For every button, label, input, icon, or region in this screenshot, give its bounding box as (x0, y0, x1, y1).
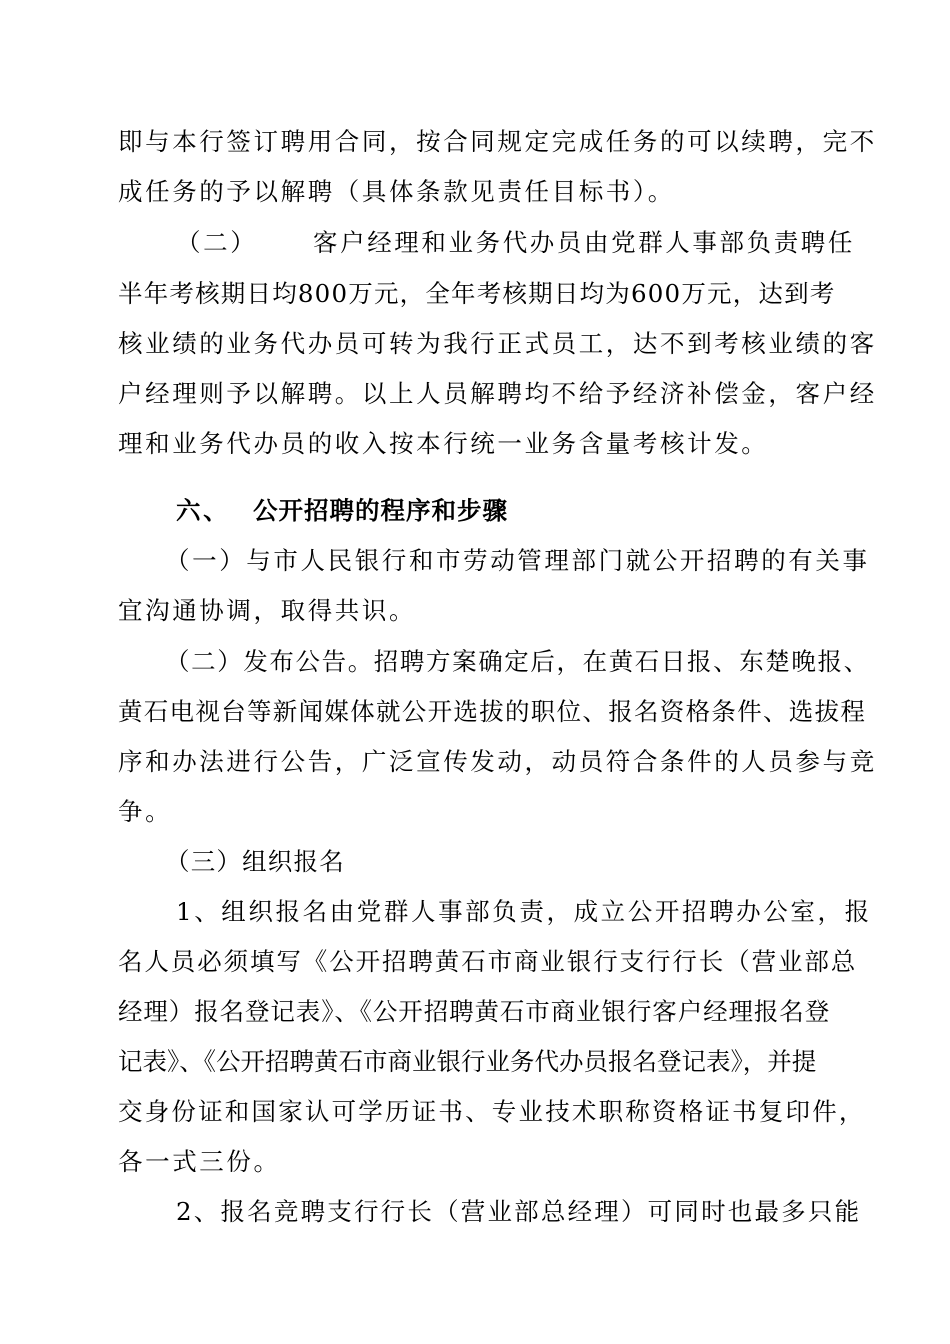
text-line: （一）与市人民银行和市劳动管理部门就公开招聘的有关事 (165, 546, 870, 575)
text-line: 各一式三份。 (118, 1147, 281, 1176)
text-line: （二）发布公告。招聘方案确定后，在黄石日报、东楚晚报、 (165, 647, 870, 676)
text-line: 宜沟通协调，取得共识。 (118, 596, 417, 625)
text-line: 理和业务代办员的收入按本行统一业务含量考核计发。 (118, 429, 769, 458)
text-line: 1、组织报名由党群人事部负责，成立公开招聘办公室，报 (176, 897, 872, 926)
text-line: 记表》、《公开招聘黄石市商业银行业务代办员报名登记表》，并提 (118, 1047, 817, 1076)
text-line: 经理）报名登记表》、《公开招聘黄石市商业银行客户经理报名登 (118, 997, 831, 1026)
section-number: 六、 (176, 496, 231, 525)
text-line: 黄石电视台等新闻媒体就公开选拔的职位、报名资格条件、选拔程 (118, 697, 867, 726)
section-title: 公开招聘的程序和步骤 (253, 496, 508, 525)
text-line: 2、报名竞聘支行行长（营业部总经理）可同时也最多只能 (176, 1197, 862, 1226)
text-line: 客户经理和业务代办员由党群人事部负责聘任 (313, 228, 855, 257)
text-line: 成任务的予以解聘（具体条款见责任目标书）。 (118, 177, 675, 206)
paragraph-label: （二） (176, 228, 258, 257)
text-line: 名人员必须填写《公开招聘黄石市商业银行支行行长（营业部总 (118, 947, 858, 976)
text-line: 交身份证和国家认可学历证书、专业技术职称资格证书复印件， (118, 1097, 866, 1126)
text-line: 争。 (118, 797, 173, 826)
subsection-title: （三）组织报名 (165, 847, 345, 876)
text-line: 半年考核期日均800万元，全年考核期日均为600万元，达到考 (118, 279, 836, 308)
text-line: 核业绩的业务代办员可转为我行正式员工，达不到考核业绩的客 (118, 329, 877, 358)
text-line: 户经理则予以解聘。以上人员解聘均不给予经济补偿金，客户经 (118, 379, 877, 408)
text-line: 即与本行签订聘用合同，按合同规定完成任务的可以续聘，完不 (118, 127, 877, 156)
text-line: 序和办法进行公告，广泛宣传发动，动员符合条件的人员参与竞 (118, 747, 877, 776)
